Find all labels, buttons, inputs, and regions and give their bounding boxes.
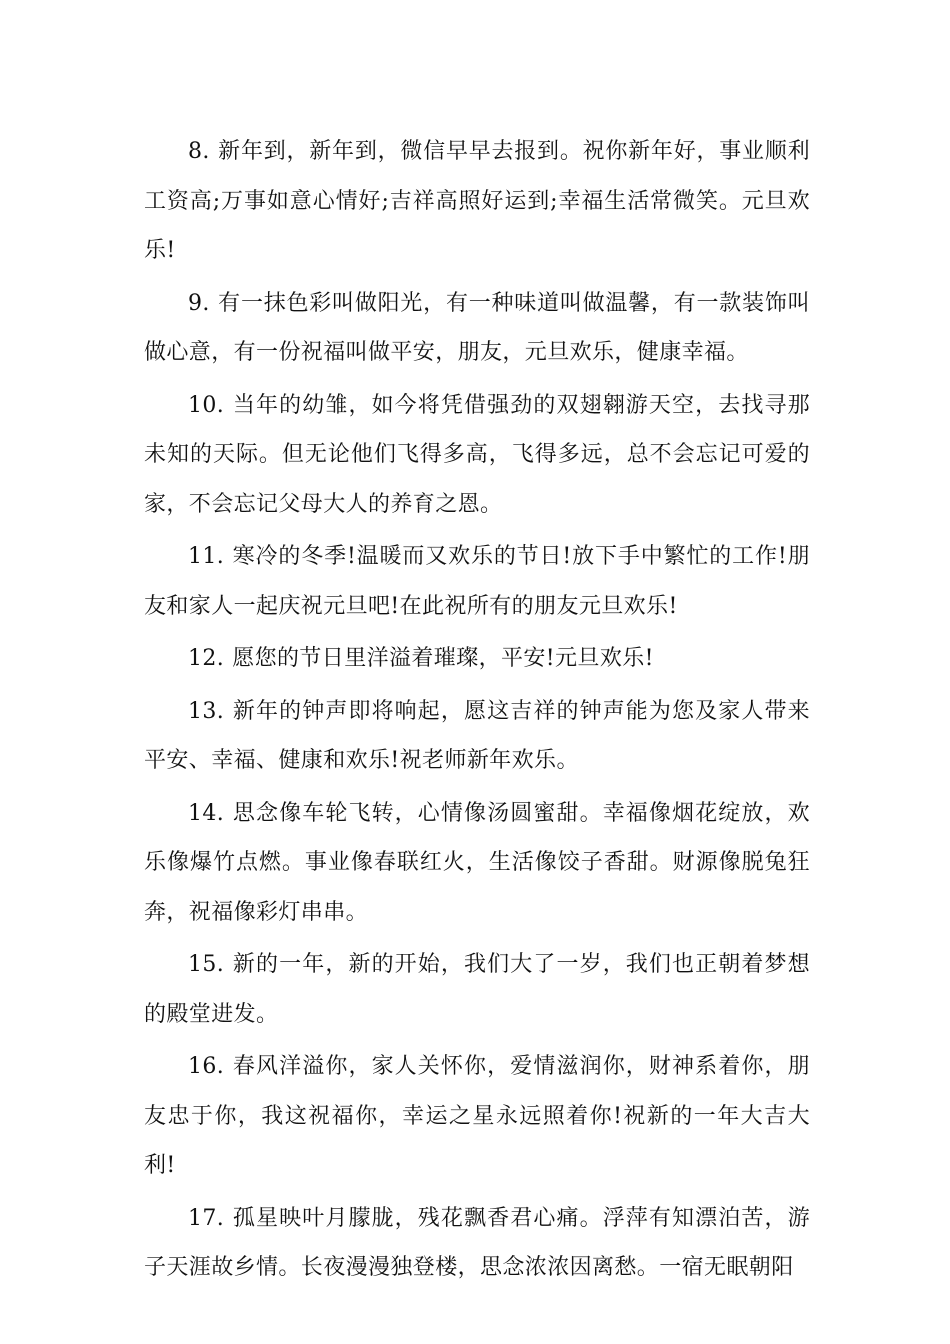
paragraph-text: 当年的幼雏，如今将凭借强劲的双翅翱游天空，去找寻那未知的天际。但无论他们飞得多高，飞得多远，总不会忘记可爱的家，不会忘记父母大人的养育之恩。	[144, 392, 810, 517]
paragraph-text: 思念像车轮飞转，心情像汤圆蜜甜。幸福像烟花绽放，欢乐像爆竹点燃。事业像春联红火，生活像饺子香甜。财源像脱兔狂奔，祝福像彩灯串串。	[144, 800, 810, 925]
paragraph-number: 16.	[188, 1054, 225, 1079]
paragraph-10	[144, 381, 810, 530]
paragraph-8	[144, 127, 810, 276]
paragraph-text: 愿您的节日里洋溢着璀璨，平安!元旦欢乐!	[232, 646, 654, 671]
paragraph-text: 新年到，新年到，微信早早去报到。祝你新年好，事业顺利工资高;万事如意心情好;吉祥高照好运到;幸福生活常微笑。元旦欢乐!	[144, 139, 810, 263]
paragraph-16	[144, 1042, 810, 1191]
paragraph-text: 寒冷的冬季!温暖而又欢乐的节日!放下手中繁忙的工作!朋友和家人一起庆祝元旦吧!在此祝所有的朋友元旦欢乐!	[144, 544, 810, 619]
paragraph-15	[144, 940, 810, 1039]
paragraph-number: 14.	[188, 800, 225, 826]
document-body	[144, 127, 810, 1296]
paragraph-number: 17.	[188, 1205, 225, 1231]
paragraph-number: 12.	[188, 646, 225, 671]
paragraph-14	[144, 789, 810, 938]
paragraph-13	[144, 687, 810, 786]
paragraph-12	[144, 634, 810, 684]
paragraph-11	[144, 532, 810, 631]
paragraph-number: 8.	[188, 139, 210, 164]
paragraph-number: 15.	[188, 952, 225, 977]
paragraph-number: 13.	[188, 698, 225, 724]
paragraph-text: 新的一年，新的开始，我们大了一岁，我们也正朝着梦想的殿堂进发。	[144, 952, 810, 1027]
paragraph-text: 新年的钟声即将响起，愿这吉祥的钟声能为您及家人带来平安、幸福、健康和欢乐!祝老师新年欢乐。	[144, 698, 810, 773]
paragraph-9	[144, 279, 810, 378]
paragraph-number: 11.	[188, 544, 225, 569]
paragraph-text: 有一抹色彩叫做阳光，有一种味道叫做温馨，有一款装饰叫做心意，有一份祝福叫做平安，朋友，元旦欢乐，健康幸福。	[144, 290, 810, 365]
paragraph-text: 春风洋溢你，家人关怀你，爱情滋润你，财神系着你，朋友忠于你，我这祝福你，幸运之星永远照着你!祝新的一年大吉大利!	[144, 1054, 810, 1178]
paragraph-17	[144, 1194, 810, 1293]
paragraph-number: 10.	[188, 392, 225, 418]
paragraph-number: 9.	[188, 290, 210, 316]
paragraph-text: 孤星映叶月朦胧，残花飘香君心痛。浮萍有知漂泊苦，游子天涯故乡情。长夜漫漫独登楼，思念浓浓因离愁。一宿无眠朝阳	[144, 1205, 810, 1280]
